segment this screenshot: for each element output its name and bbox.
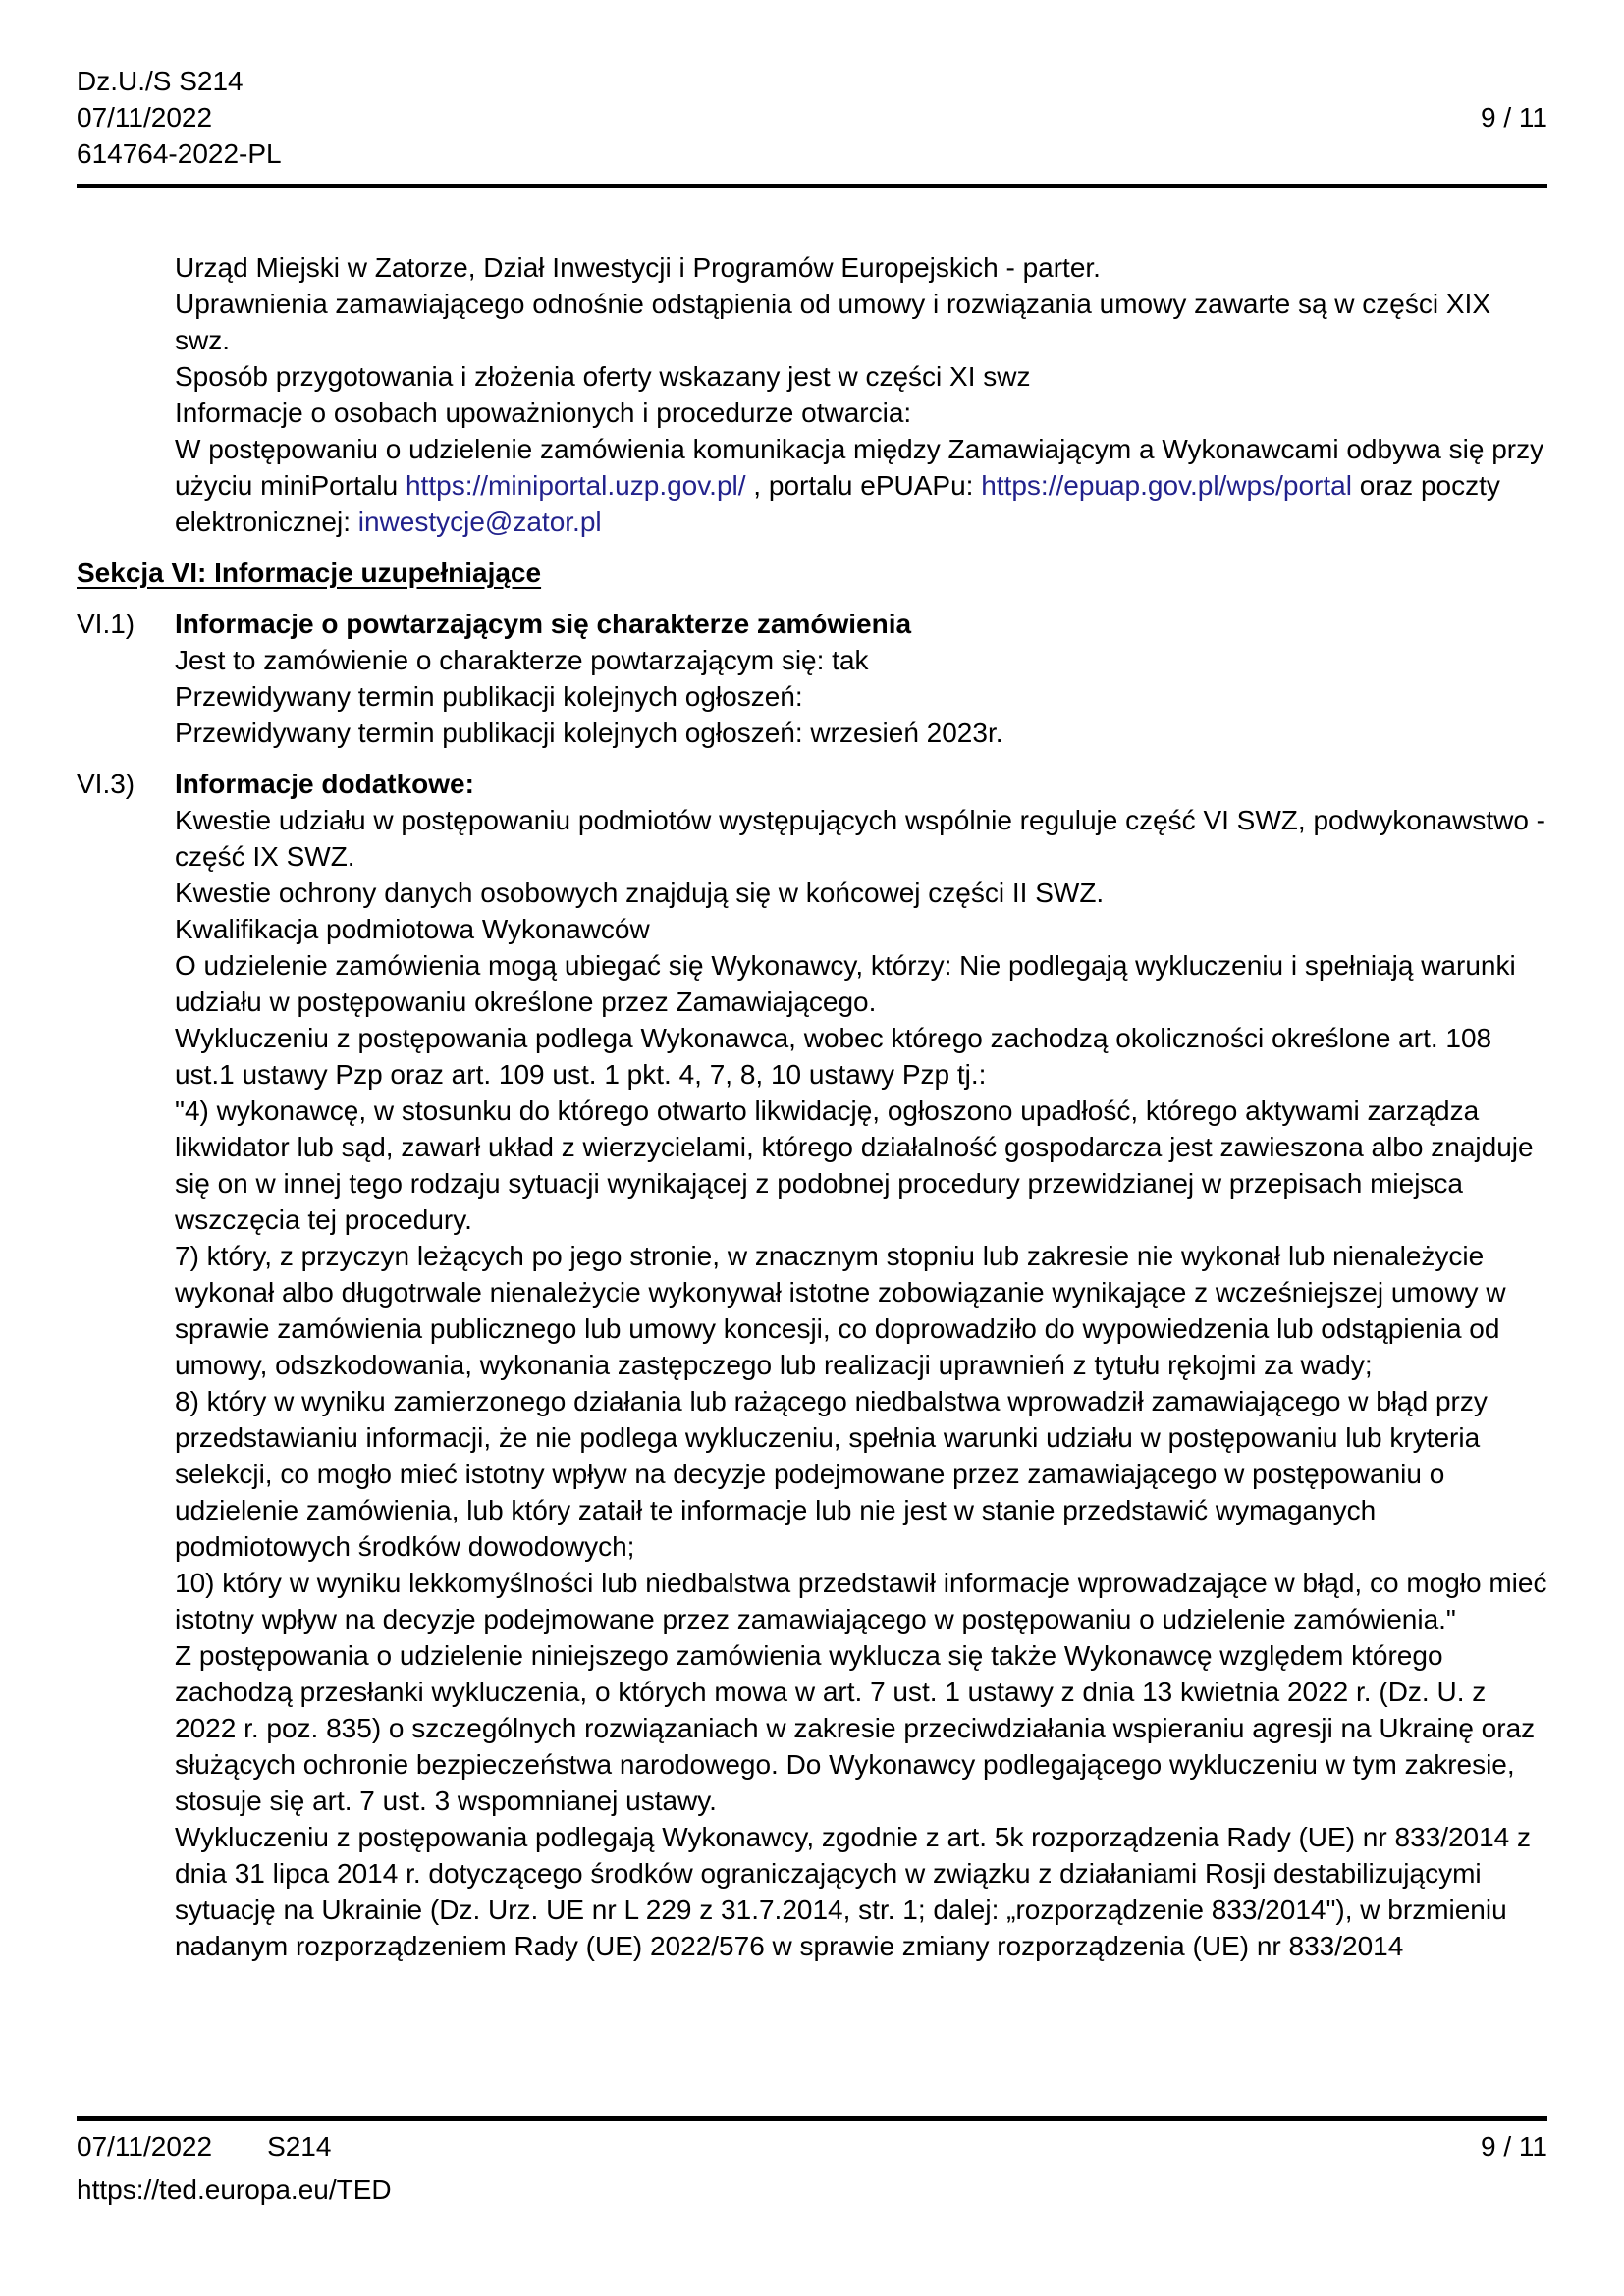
paragraph: 8) który w wyniku zamierzonego działania lub rażącego niedbalstwa wprowadził zamawiającego w błąd przy przedstawianiu informacji, że nie podlega wykluczeniu, spełnia warunki udziału w postępowaniu lub kryteria selekcji, co mogło mieć istotny wpływ na decyzje podejmowane przez zamawiającego w postępowaniu o udzielenie zamówienia, lub który zataił te informacje lub nie jest w stanie przedstawić wymaganych podmiotowych środków dowodowych;: [175, 1386, 1488, 1562]
section-number: VI.1): [77, 609, 135, 639]
paragraph: Wykluczeniu z postępowania podlegają Wykonawcy, zgodnie z art. 5k rozporządzenia Rady (UE) nr 833/2014 z dnia 31 lipca 2014 r. dotyczącego środków ograniczających w związku z działaniami Rosji destabilizującymi sytuację na Ukrainie (Dz. Urz. UE nr L 229 z 31.7.2014, str. 1; dalej: „rozporządzenie 833/2014"), w brzmieniu nadanym rozporządzeniem Rady (UE) 2022/576 w sprawie zmiany rozporządzenia (UE) nr 833/2014: [175, 1822, 1532, 1961]
contact-text: W postępowaniu o udzielenie zamówienia komunikacja między Zamawiającym a Wykonawcami odbywa się przy użyciu miniPortalu: [175, 434, 1544, 501]
paragraph: Kwestie udziału w postępowaniu podmiotów występujących wspólnie reguluje część VI SWZ, podwykonawstwo - część IX SWZ.: [175, 805, 1545, 872]
header-page-indicator: 9 / 11: [1481, 102, 1547, 133]
footer-rule: [77, 2116, 1547, 2121]
contact-text: oraz poczty elektronicznej:: [175, 470, 1500, 537]
paragraph: O udzielenie zamówienia mogą ubiegać się Wykonawcy, którzy: Nie podlegają wykluczeniu i spełniają warunki udziału w postępowaniu określone przez Zamawiającego.: [175, 950, 1516, 1017]
footer-page-indicator: 9 / 11: [1481, 2131, 1547, 2162]
section-vi-heading: Sekcja VI: Informacje uzupełniające: [77, 558, 542, 588]
footer-left: [77, 2128, 331, 2164]
paragraph: "4) wykonawcę, w stosunku do którego otwarto likwidację, ogłoszono upadłość, którego aktywami zarządza likwidator lub sąd, zawarł układ z wierzycielami, którego działalność gospodarcza jest zawieszona albo znajduje się on w innej tego rodzaju sytuacji wynikającej z podobnej procedury przewidzianej w przepisach miejsca wszczęcia tej procedury.: [175, 1095, 1534, 1235]
miniportal-link[interactable]: https://miniportal.uzp.gov.pl/: [405, 470, 746, 501]
ted-url: https://ted.europa.eu/TED: [77, 2174, 392, 2205]
paragraph: Z postępowania o udzielenie niniejszego zamówienia wyklucza się także Wykonawcę względem którego zachodzą przesłanki wykluczenia, o których mowa w art. 7 ust. 1 ustawy z dnia 13 kwietnia 2022 r. (Dz. U. z 2022 r. poz. 835) o szczególnych rozwiązaniach w zakresie przeciwdziałania wspieraniu agresji na Ukrainę oraz służących ochronie bezpieczeństwa narodowego. Do Wykonawcy podlegającego wykluczeniu w tym zakresie, stosuje się art. 7 ust. 3 wspomnianej ustawy.: [175, 1640, 1536, 1816]
paragraph: Sposób przygotowania i złożenia oferty wskazany jest w części XI swz: [175, 361, 1031, 392]
paragraph: Kwestie ochrony danych osobowych znajdują się w końcowej części II SWZ.: [175, 878, 1105, 908]
section-vi1: [77, 606, 1547, 751]
intro-block: [77, 249, 1547, 540]
page-footer: [77, 2116, 1547, 2208]
document-id: 614764-2022-PL: [77, 138, 282, 169]
paragraph: 7) który, z przyczyn leżących po jego stronie, w znacznym stopniu lub zakresie nie wykonał lub nienależycie wykonał albo długotrwale nienależycie wykonywał istotne zobowiązanie wynikające z wcześniejszej umowy w sprawie zamówienia publicznego lub umowy koncesji, co doprowadziło do wypowiedzenia lub odstąpienia od umowy, odszkodowania, wykonania zastępczego lub realizacji uprawnień z tytułu rękojmi za wady;: [175, 1241, 1506, 1380]
footer-date: 07/11/2022: [77, 2131, 213, 2162]
header-date: 07/11/2022: [77, 102, 213, 133]
paragraph: Przewidywany termin publikacji kolejnych ogłoszeń: wrzesień 2023r.: [175, 718, 1003, 748]
paragraph: Kwalifikacja podmiotowa Wykonawców: [175, 914, 650, 944]
paragraph: Informacje o osobach upoważnionych i procedurze otwarcia:: [175, 398, 912, 428]
paragraph: Urząd Miejski w Zatorze, Dział Inwestycji i Programów Europejskich - parter.: [175, 252, 1101, 283]
section-number-spacer: [77, 249, 175, 540]
footer-series: S214: [267, 2131, 332, 2162]
paragraph: Przewidywany termin publikacji kolejnych ogłoszeń:: [175, 681, 803, 712]
section-title: Informacje dodatkowe:: [175, 769, 474, 799]
email-link[interactable]: inwestycje@zator.pl: [357, 507, 602, 537]
section-title: Informacje o powtarzającym się charakterze zamówienia: [175, 609, 912, 639]
section-vi3: [77, 766, 1547, 1964]
paragraph: Jest to zamówienie o charakterze powtarzającym się: tak: [175, 645, 869, 675]
journal-ref: Dz.U./S S214: [77, 66, 244, 96]
paragraph-communication: [175, 431, 1547, 540]
paragraph: Uprawnienia zamawiającego odnośnie odstąpienia od umowy i rozwiązania umowy zawarte są w części XIX swz.: [175, 289, 1490, 355]
header-rule: [77, 184, 1547, 188]
paragraph: 10) który w wyniku lekkomyślności lub niedbalstwa przedstawił informacje wprowadzające w błąd, co mogło mieć istotny wpływ na decyzje podejmowane przez zamawiającego w postępowaniu o udzielenie zamówienia.": [175, 1568, 1547, 1634]
section-number: VI.3): [77, 769, 135, 799]
paragraph: Wykluczeniu z postępowania podlega Wykonawca, wobec którego zachodzą okoliczności określone art. 108 ust.1 ustawy Pzp oraz art. 109 ust. 1 pkt. 4, 7, 8, 10 ustawy Pzp tj.:: [175, 1023, 1492, 1090]
contact-text: , portalu ePUAPu:: [745, 470, 982, 501]
epuap-link[interactable]: https://epuap.gov.pl/wps/portal: [981, 470, 1352, 501]
page-header: [77, 63, 1547, 188]
